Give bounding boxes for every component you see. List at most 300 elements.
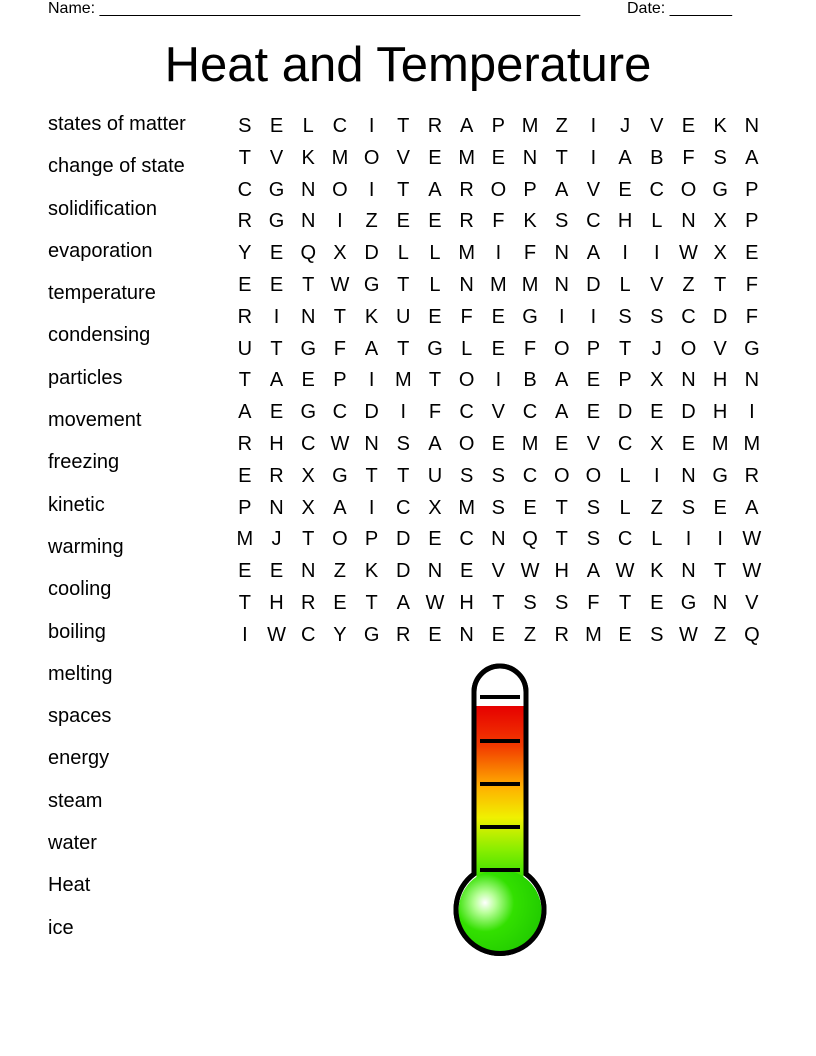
grid-letter[interactable]: Q [300,242,316,265]
grid-letter[interactable]: D [364,401,379,424]
grid-letter[interactable]: O [363,146,380,169]
grid-letter[interactable]: W [742,560,762,583]
grid-letter[interactable]: V [586,178,601,201]
grid-letter[interactable]: P [586,337,601,360]
grid-letter[interactable]: E [586,401,601,424]
grid-letter[interactable]: R [237,210,253,233]
grid-letter[interactable]: E [238,273,252,296]
grid-letter[interactable]: H [712,369,728,392]
grid-letter[interactable]: T [302,273,315,296]
grid-letter[interactable]: E [428,528,442,551]
grid-letter[interactable]: I [368,178,375,201]
grid-letter[interactable]: K [650,560,664,583]
grid-letter[interactable]: H [712,401,728,424]
grid-letter[interactable]: T [397,337,410,360]
grid-letter[interactable]: Z [650,496,663,519]
grid-letter[interactable]: X [428,496,442,519]
grid-letter[interactable]: N [459,623,474,646]
grid-letter[interactable]: D [617,401,633,424]
grid-letter[interactable]: E [269,115,284,137]
grid-letter[interactable]: I [495,369,502,392]
grid-letter[interactable]: R [269,464,284,487]
grid-letter[interactable]: O [458,369,475,392]
grid-letter[interactable]: I [654,242,660,265]
grid-letter[interactable]: T [302,528,315,551]
grid-letter[interactable]: R [427,115,443,137]
grid-letter[interactable]: K [301,146,315,169]
grid-letter[interactable]: O [332,528,348,551]
grid-letter[interactable]: I [685,528,692,551]
grid-letter[interactable]: R [459,178,474,201]
grid-letter[interactable]: P [523,178,537,201]
grid-letter[interactable]: E [269,560,284,583]
grid-letter[interactable]: B [523,369,537,392]
grid-letter[interactable]: E [238,560,252,583]
grid-letter[interactable]: G [332,464,348,487]
grid-letter[interactable]: I [400,401,407,424]
grid-letter[interactable]: E [269,242,284,265]
date-blank[interactable]: _______ [669,0,732,17]
grid-letter[interactable]: X [301,464,315,487]
grid-letter[interactable]: Z [555,115,568,137]
grid-letter[interactable]: D [396,528,411,551]
grid-letter[interactable]: Z [523,623,537,646]
grid-letter[interactable]: W [330,432,350,455]
grid-letter[interactable]: K [713,115,727,137]
grid-letter[interactable]: V [650,273,664,296]
grid-letter[interactable]: E [459,560,474,583]
grid-letter[interactable]: F [587,591,600,614]
grid-letter[interactable]: E [491,337,506,360]
grid-letter[interactable]: I [590,115,597,137]
grid-letter[interactable]: E [681,115,696,137]
grid-row [229,143,768,175]
grid-letter[interactable]: A [428,178,442,201]
grid-letter[interactable]: M [521,432,539,455]
grid-letter[interactable]: N [269,496,284,519]
grid-letter[interactable]: C [459,401,474,424]
grid-letter[interactable]: S [650,305,664,328]
grid-letter[interactable]: W [330,273,350,296]
grid-letter[interactable]: P [333,369,347,392]
grid-letter[interactable]: T [492,591,505,614]
grid-letter[interactable]: G [363,623,380,646]
grid-letter[interactable]: E [428,623,442,646]
grid-letter[interactable]: E [269,273,284,296]
grid-letter[interactable]: H [269,432,284,455]
grid-letter[interactable]: T [618,591,632,614]
grid-letter[interactable]: G [427,337,443,360]
grid-letter[interactable]: M [458,242,475,265]
grid-letter[interactable]: M [394,369,412,392]
grid-letter[interactable]: E [650,401,664,424]
grid-letter[interactable]: E [428,305,442,328]
grid-letter[interactable]: A [586,560,601,583]
grid-letter[interactable]: S [713,146,727,169]
grid-letter[interactable]: A [745,146,759,169]
grid-letter[interactable]: A [555,369,569,392]
grid-letter[interactable]: E [618,623,632,646]
grid-letter[interactable]: A [555,401,569,424]
grid-letter[interactable]: T [333,305,347,328]
grid-letter[interactable]: V [269,146,284,169]
grid-letter[interactable]: I [717,528,723,551]
grid-letter[interactable]: R [744,464,760,487]
grid-letter[interactable]: Z [365,210,378,233]
grid-letter[interactable]: N [300,305,316,328]
grid-letter[interactable]: U [427,464,443,487]
grid-letter[interactable]: I [368,369,375,392]
grid-letter[interactable]: C [617,432,633,455]
grid-letter[interactable]: X [713,210,727,233]
grid-letter[interactable]: S [618,305,632,328]
grid-letter[interactable]: T [238,369,251,392]
grid-letter[interactable]: H [554,560,569,583]
grid-letter[interactable]: T [714,273,727,296]
grid-letter[interactable]: V [745,591,759,614]
grid-letter[interactable]: M [490,273,507,296]
grid-letter[interactable]: C [522,464,538,487]
grid-letter[interactable]: N [744,115,760,137]
grid-letter[interactable]: N [427,560,443,583]
grid-letter[interactable]: N [300,210,316,233]
grid-letter[interactable]: T [555,146,568,169]
grid-letter[interactable]: F [428,401,442,424]
grid-letter[interactable]: N [459,273,474,296]
grid-letter[interactable]: P [745,210,759,233]
grid-letter[interactable]: L [651,210,663,233]
grid-letter[interactable]: N [681,560,696,583]
grid-letter[interactable]: A [428,432,442,455]
grid-letter[interactable]: E [491,623,506,646]
grid-letter[interactable]: E [491,146,506,169]
grid-letter[interactable]: H [617,210,633,233]
grid-letter[interactable]: C [332,115,348,137]
grid-letter[interactable]: T [555,496,568,519]
grid-letter[interactable]: M [585,623,602,646]
thermometer-icon [452,662,548,958]
word-list-item: condensing [48,324,151,347]
grid-letter[interactable]: T [397,273,410,296]
grid-letter[interactable]: E [713,496,727,519]
grid-letter[interactable]: L [461,337,473,360]
grid-letter[interactable]: O [490,178,507,201]
grid-letter[interactable]: I [242,623,248,646]
grid-letter[interactable]: M [458,146,475,169]
grid-letter[interactable]: F [745,273,758,296]
grid-letter[interactable]: O [585,464,602,487]
grid-letter[interactable]: F [492,210,505,233]
grid-letter[interactable]: I [590,146,597,169]
grid-letter[interactable]: W [267,623,286,646]
grid-letter[interactable]: V [650,115,664,137]
word-list-item: steam [48,789,103,812]
grid-letter[interactable]: S [586,528,601,551]
grid-letter[interactable]: B [650,146,664,169]
grid-letter[interactable]: N [300,178,316,201]
grid-letter[interactable]: R [237,432,253,455]
grid-letter[interactable]: K [364,560,379,583]
grid-letter[interactable]: C [300,623,316,646]
grid-letter[interactable]: S [459,464,474,487]
grid-letter[interactable]: N [491,528,506,551]
grid-letter[interactable]: H [459,591,474,614]
grid-letter[interactable]: P [618,369,632,392]
grid-letter[interactable]: E [491,432,506,455]
grid-letter[interactable]: T [238,146,251,169]
grid-letter[interactable]: W [679,623,698,646]
grid-letter[interactable]: O [680,337,697,360]
grid-letter[interactable]: E [555,432,569,455]
grid-letter[interactable]: X [650,432,664,455]
grid-letter[interactable]: N [681,464,696,487]
grid-letter[interactable]: R [396,623,411,646]
grid-letter[interactable]: T [555,528,568,551]
grid-letter[interactable]: S [586,496,601,519]
grid-letter[interactable]: Z [682,273,695,296]
grid-letter[interactable]: C [617,528,633,551]
grid-letter[interactable]: V [713,337,727,360]
grid-letter[interactable]: D [364,242,379,265]
grid-letter[interactable]: K [523,210,537,233]
grid-letter[interactable]: N [744,369,760,392]
grid-letter[interactable]: L [302,115,314,137]
grid-letter[interactable]: F [523,242,537,265]
grid-letter[interactable]: A [618,146,632,169]
grid-letter[interactable]: J [651,337,662,360]
grid-letter[interactable]: I [337,210,343,233]
grid-letter[interactable]: R [554,623,569,646]
grid-letter[interactable]: G [680,591,697,614]
grid-letter[interactable]: C [586,210,601,233]
grid-row [229,461,768,493]
grid-letter[interactable]: E [491,305,506,328]
grid-letter[interactable]: D [681,401,696,424]
grid-letter[interactable]: Z [714,623,727,646]
grid-letter[interactable]: I [749,401,755,424]
grid-letter[interactable]: L [429,273,441,296]
grid-letter[interactable]: F [523,337,537,360]
grid-letter[interactable]: I [273,305,280,328]
grid-letter[interactable]: T [238,591,251,614]
grid-letter[interactable]: E [428,146,442,169]
grid-letter[interactable]: E [396,210,410,233]
grid-letter[interactable]: N [300,560,316,583]
grid-letter[interactable]: R [300,591,316,614]
grid-letter[interactable]: T [365,464,378,487]
grid-letter[interactable]: C [396,496,411,519]
grid-letter[interactable]: A [364,337,379,360]
grid-letter[interactable]: I [495,242,502,265]
grid-letter[interactable]: C [459,528,474,551]
grid-letter[interactable]: D [586,273,601,296]
grid-letter[interactable]: M [711,432,729,455]
grid-letter[interactable]: G [300,401,316,424]
grid-letter[interactable]: F [460,305,473,328]
grid-letter[interactable]: E [269,401,284,424]
grid-letter[interactable]: C [681,305,696,328]
grid-letter[interactable]: S [491,496,506,519]
grid-letter[interactable]: V [491,560,506,583]
grid-letter[interactable]: Q [744,623,760,646]
grid-letter[interactable]: O [458,432,475,455]
grid-letter[interactable]: A [269,369,284,392]
grid-letter[interactable]: Q [522,528,538,551]
grid-letter[interactable]: R [237,305,253,328]
grid-letter[interactable]: N [712,591,728,614]
word-list-item: temperature [48,282,156,305]
grid-letter[interactable]: F [333,337,347,360]
grid-letter[interactable]: G [712,464,728,487]
grid-letter[interactable]: W [742,528,762,551]
grid-letter[interactable]: X [713,242,727,265]
grid-row [229,270,768,302]
grid-letter[interactable]: L [619,464,631,487]
grid-letter[interactable]: E [238,464,252,487]
grid-letter[interactable]: N [364,432,379,455]
grid-letter[interactable]: C [332,401,348,424]
grid-letter[interactable]: M [521,273,539,296]
grid-letter[interactable]: S [523,591,537,614]
grid-letter[interactable]: T [714,560,727,583]
grid-letter[interactable]: L [397,242,409,265]
grid-letter[interactable]: C [300,432,316,455]
grid-letter[interactable]: S [555,210,569,233]
grid-letter[interactable]: T [270,337,283,360]
grid-letter[interactable]: I [368,496,375,519]
grid-letter[interactable]: E [681,432,696,455]
grid-letter[interactable]: U [237,337,253,360]
grid-letter[interactable]: E [586,369,601,392]
grid-letter[interactable]: F [682,146,695,169]
grid-letter[interactable]: N [554,242,569,265]
grid-letter[interactable]: D [396,560,411,583]
grid-letter[interactable]: I [558,305,565,328]
grid-letter[interactable]: C [522,401,538,424]
grid-letter[interactable]: O [332,178,348,201]
grid-letter[interactable]: G [363,273,380,296]
grid-letter[interactable]: T [365,591,378,614]
name-blank[interactable]: ______________________________________________________ [99,0,581,17]
grid-letter[interactable]: A [238,401,252,424]
grid-letter[interactable]: O [680,178,697,201]
grid-letter[interactable]: N [681,369,696,392]
grid-letter[interactable]: K [364,305,379,328]
grid-letter[interactable]: G [712,178,728,201]
grid-letter[interactable]: N [522,146,538,169]
word-list-item: water [48,832,97,855]
grid-letter[interactable]: G [522,305,538,328]
grid-letter[interactable]: W [520,560,540,583]
grid-letter[interactable]: I [368,115,375,137]
grid-letter[interactable]: Y [238,242,252,265]
grid-letter[interactable]: W [679,242,698,265]
grid-letter[interactable]: G [268,178,285,201]
grid-letter[interactable]: A [586,242,601,265]
grid-letter[interactable]: P [238,496,252,519]
grid-letter[interactable]: F [745,305,758,328]
grid-letter[interactable]: Z [333,560,347,583]
grid-letter[interactable]: X [301,496,315,519]
grid-letter[interactable]: T [618,337,632,360]
grid-letter[interactable]: I [622,242,628,265]
grid-letter[interactable]: G [300,337,316,360]
grid-letter[interactable]: X [333,242,347,265]
grid-letter[interactable]: A [333,496,347,519]
grid-letter[interactable]: A [745,496,759,519]
grid-letter[interactable]: U [396,305,411,328]
grid-letter[interactable]: N [681,210,696,233]
grid-letter[interactable]: I [654,464,660,487]
grid-letter[interactable]: A [459,115,474,137]
grid-letter[interactable]: C [649,178,664,201]
grid-letter[interactable]: M [331,146,349,169]
grid-letter[interactable]: S [650,623,664,646]
grid-letter[interactable]: S [238,115,252,137]
grid-letter[interactable]: L [619,496,631,519]
grid-letter[interactable]: T [397,464,410,487]
grid-letter[interactable]: E [523,496,537,519]
grid-letter[interactable]: R [459,210,474,233]
grid-letter[interactable]: T [397,178,410,201]
grid-letter[interactable]: V [491,401,506,424]
grid-letter[interactable]: E [745,242,759,265]
grid-letter[interactable]: O [553,464,570,487]
grid-letter[interactable]: M [236,528,254,551]
grid-letter[interactable]: L [651,528,663,551]
grid-letter[interactable]: W [425,591,445,614]
grid-letter[interactable]: G [744,337,760,360]
grid-letter[interactable]: H [269,591,284,614]
word-list-item: solidification [48,197,157,220]
grid-letter[interactable]: C [237,178,253,201]
grid-letter[interactable]: J [271,528,282,551]
grid-letter[interactable]: Y [333,623,347,646]
grid-letter[interactable]: I [590,305,597,328]
grid-letter[interactable]: E [333,591,347,614]
grid-letter[interactable]: G [268,210,285,233]
grid-letter[interactable]: L [429,242,441,265]
grid-letter[interactable]: S [555,591,569,614]
grid-letter[interactable]: T [428,369,442,392]
grid-letter[interactable]: S [491,464,506,487]
grid-letter[interactable]: D [712,305,728,328]
grid-letter[interactable]: J [620,115,631,137]
grid-letter[interactable]: M [743,432,761,455]
grid-letter[interactable]: M [521,115,539,137]
grid-letter[interactable]: E [428,210,442,233]
grid-letter[interactable]: A [396,591,410,614]
grid-letter[interactable]: S [681,496,696,519]
grid-letter[interactable]: L [619,273,631,296]
grid-letter[interactable]: N [554,273,569,296]
grid-letter[interactable]: S [396,432,410,455]
grid-letter[interactable]: W [615,560,635,583]
grid-letter[interactable]: M [458,496,475,519]
grid-letter[interactable]: V [396,146,410,169]
grid-letter[interactable]: E [618,178,632,201]
grid-letter[interactable]: P [491,115,506,137]
grid-letter[interactable]: P [745,178,759,201]
grid-letter[interactable]: T [397,115,410,137]
grid-letter[interactable]: V [586,432,601,455]
grid-letter[interactable]: P [364,528,379,551]
grid-letter[interactable]: E [650,591,664,614]
grid-letter[interactable]: X [650,369,664,392]
grid-letter[interactable]: A [555,178,569,201]
grid-letter[interactable]: O [553,337,570,360]
grid-letter[interactable]: E [301,369,315,392]
